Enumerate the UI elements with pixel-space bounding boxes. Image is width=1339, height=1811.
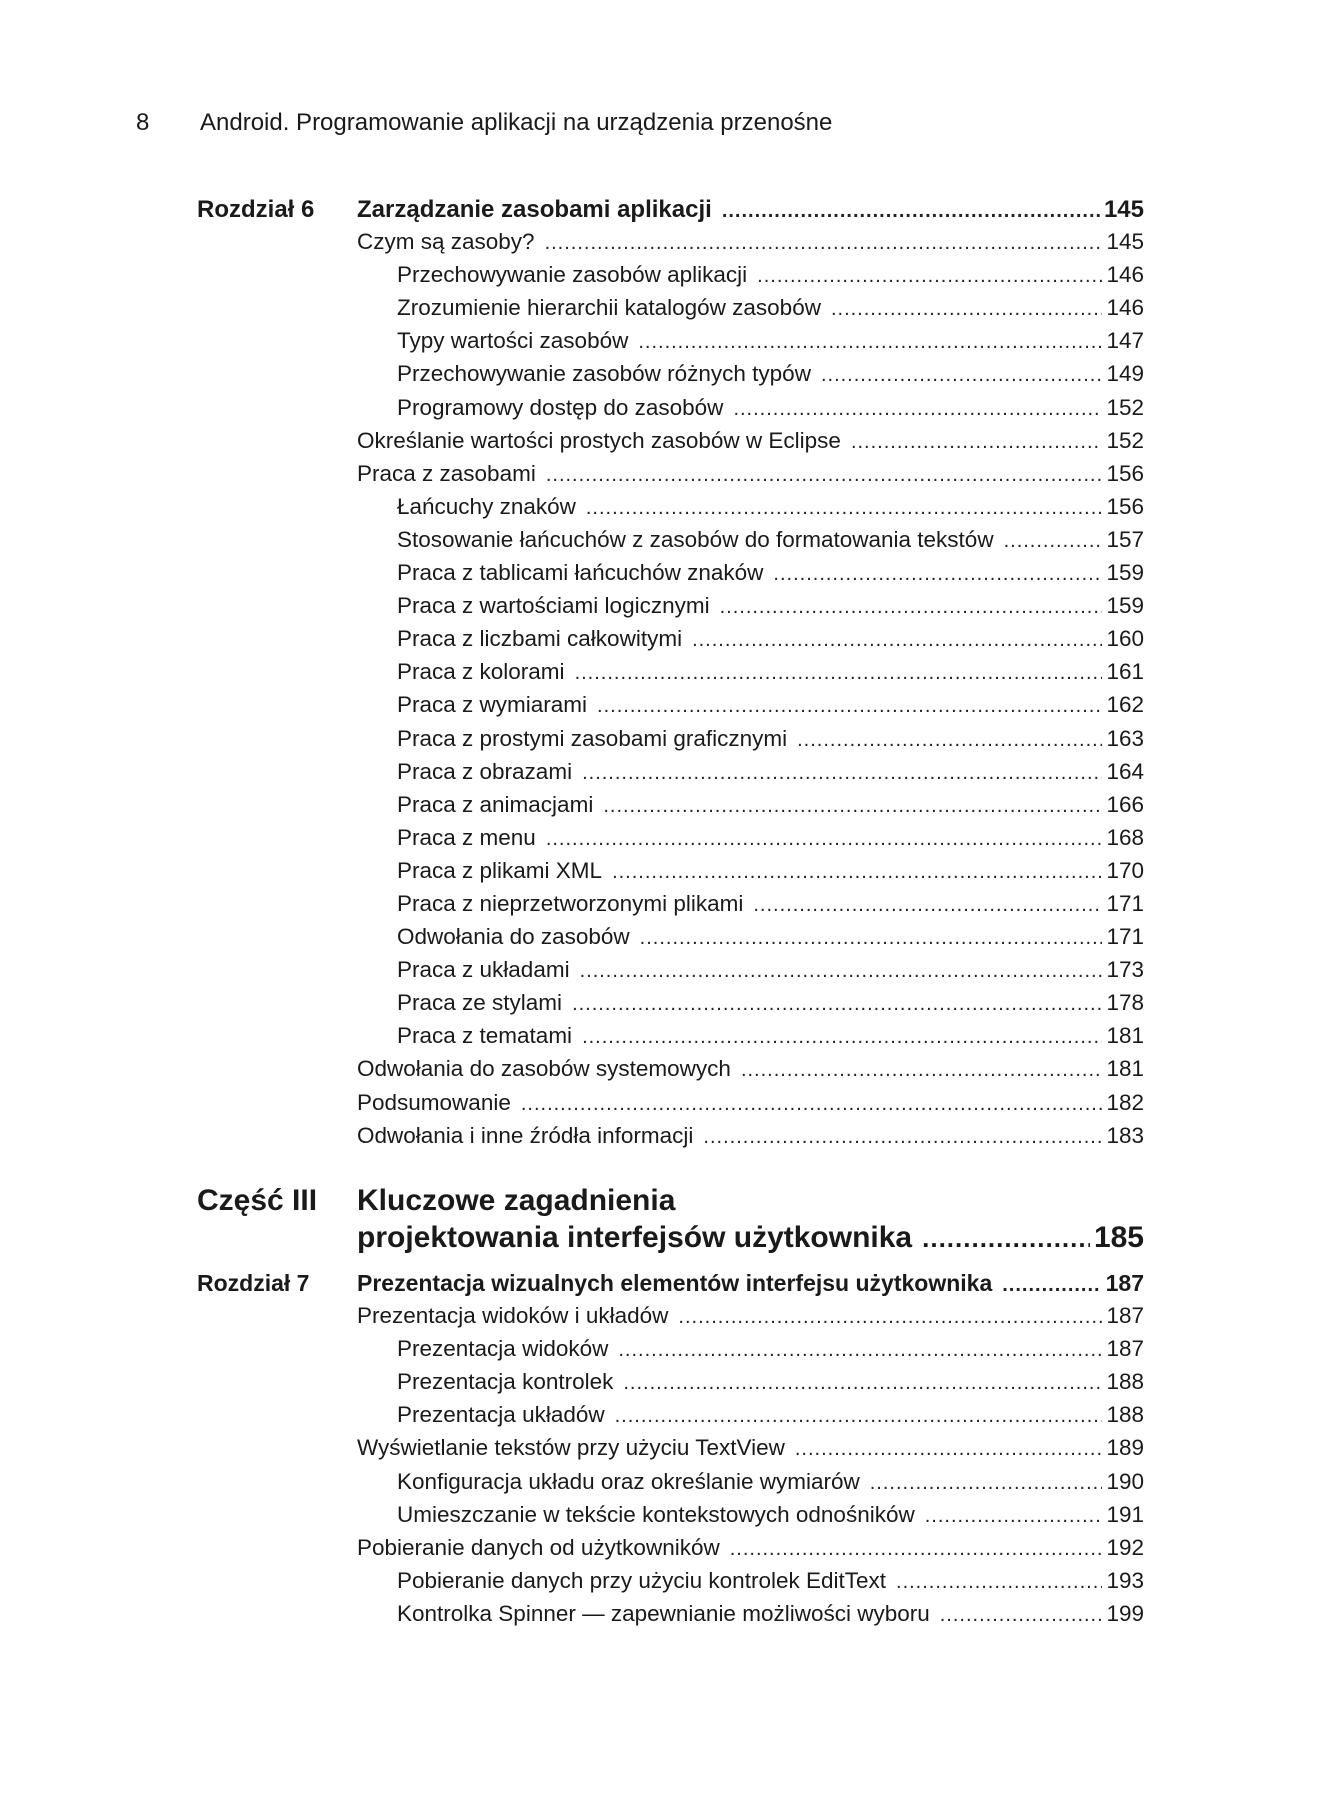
toc-entry bbox=[197, 825, 1144, 858]
dot-leader bbox=[940, 1604, 1103, 1627]
toc-entry bbox=[197, 395, 1144, 428]
dot-leader bbox=[922, 1223, 1090, 1254]
toc-entry-title: Określanie wartości prostych zasobów w Eclipse bbox=[357, 427, 841, 453]
chapter-6-section bbox=[197, 196, 1144, 1156]
toc-entry-page: 145 bbox=[1106, 229, 1144, 255]
toc-entry bbox=[197, 726, 1144, 759]
dot-leader bbox=[703, 1126, 1102, 1149]
running-header bbox=[136, 106, 832, 140]
dot-leader bbox=[582, 762, 1102, 785]
dot-leader bbox=[730, 1538, 1103, 1561]
dot-leader bbox=[1004, 530, 1103, 553]
toc-entry-page: 163 bbox=[1106, 725, 1144, 751]
dot-leader bbox=[615, 1405, 1103, 1428]
toc-entry bbox=[197, 1402, 1144, 1435]
toc-entry-title: Praca z liczbami całkowitymi bbox=[397, 626, 683, 652]
toc-entry-page: 181 bbox=[1106, 1023, 1144, 1049]
toc-entry-page: 199 bbox=[1106, 1600, 1144, 1626]
toc-entry-title: Pobieranie danych przy użyciu kontrolek EditText bbox=[397, 1567, 887, 1593]
toc-entry bbox=[197, 891, 1144, 924]
dot-leader bbox=[582, 1026, 1102, 1049]
dot-leader bbox=[733, 398, 1102, 421]
toc-entry bbox=[197, 759, 1144, 792]
page-number: 8 bbox=[136, 109, 150, 136]
toc-entry-page: 152 bbox=[1106, 394, 1144, 420]
toc-entry-page: 156 bbox=[1106, 460, 1144, 486]
toc-entry-title: Praca z obrazami bbox=[397, 758, 573, 784]
toc-entry-title: Konfiguracja układu oraz określanie wymiarów bbox=[397, 1468, 860, 1494]
toc-entry bbox=[197, 1123, 1144, 1156]
toc-entry-page: 146 bbox=[1106, 295, 1144, 321]
dot-leader bbox=[925, 1505, 1103, 1528]
toc-entry-page: 168 bbox=[1106, 824, 1144, 850]
toc-entry-page: 146 bbox=[1106, 262, 1144, 288]
toc-entry-page: 162 bbox=[1106, 692, 1144, 718]
chapter-label: Rozdział 6 bbox=[197, 196, 315, 223]
part-title-line2: projektowania interfejsów użytkownika bbox=[357, 1221, 913, 1254]
dot-leader bbox=[757, 265, 1102, 288]
toc-entry bbox=[197, 1435, 1144, 1468]
toc-entry bbox=[197, 328, 1144, 361]
chapter-page: 187 bbox=[1105, 1270, 1144, 1296]
toc-entry bbox=[197, 461, 1144, 494]
toc-entry-title: Prezentacja widoków bbox=[397, 1336, 609, 1362]
toc-entry-page: 182 bbox=[1106, 1089, 1144, 1115]
toc-entry bbox=[197, 1568, 1144, 1601]
toc-entry-page: 166 bbox=[1106, 791, 1144, 817]
toc-entry-page: 159 bbox=[1106, 560, 1144, 586]
toc-entry-page: 171 bbox=[1106, 890, 1144, 916]
toc-entry bbox=[197, 262, 1144, 295]
toc-entry-title: Czym są zasoby? bbox=[357, 229, 535, 255]
toc-entry-page: 160 bbox=[1106, 626, 1144, 652]
dot-leader bbox=[575, 662, 1103, 685]
toc-entry-title: Praca z układami bbox=[397, 957, 570, 983]
toc-entry bbox=[197, 593, 1144, 626]
toc-entry bbox=[197, 1601, 1144, 1634]
toc-entry-title: Praca z nieprzetworzonymi plikami bbox=[397, 890, 744, 916]
dot-leader bbox=[546, 828, 1103, 851]
toc-entry-title: Praca z kolorami bbox=[397, 659, 565, 685]
toc-entry bbox=[197, 792, 1144, 825]
toc-entry-page: 183 bbox=[1106, 1122, 1144, 1148]
dot-leader bbox=[741, 1059, 1103, 1082]
dot-leader bbox=[640, 927, 1103, 950]
chapter-label: Rozdział 7 bbox=[197, 1270, 310, 1296]
toc-entry-title: Praca z menu bbox=[397, 824, 536, 850]
toc-entry-title: Praca z tematami bbox=[397, 1023, 573, 1049]
dot-leader bbox=[546, 464, 1103, 487]
toc-entry-page: 188 bbox=[1106, 1402, 1144, 1428]
dot-leader bbox=[603, 795, 1102, 818]
toc-entry bbox=[197, 560, 1144, 593]
toc-entry-title: Prezentacja widoków i układów bbox=[357, 1303, 669, 1329]
toc-entry-title: Praca z wartościami logicznymi bbox=[397, 593, 710, 619]
toc-entry-page: 173 bbox=[1106, 957, 1144, 983]
toc-entry-title: Praca ze stylami bbox=[397, 990, 563, 1016]
chapter-page: 145 bbox=[1103, 196, 1144, 223]
toc-entry-title: Praca z tablicami łańcuchów znaków bbox=[397, 560, 764, 586]
toc-entry-title: Kontrolka Spinner — zapewnianie możliwości wyboru bbox=[397, 1600, 930, 1626]
toc-entry-page: 187 bbox=[1106, 1303, 1144, 1329]
toc-entry bbox=[197, 990, 1144, 1023]
toc-entry-page: 189 bbox=[1106, 1435, 1144, 1461]
dot-leader bbox=[831, 298, 1103, 321]
toc-entry-page: 159 bbox=[1106, 593, 1144, 619]
toc-entry bbox=[197, 1502, 1144, 1535]
toc-entry bbox=[197, 1369, 1144, 1402]
dot-leader bbox=[1002, 1274, 1101, 1297]
toc-entry-page: 164 bbox=[1106, 758, 1144, 784]
toc-entry-title: Odwołania do zasobów systemowych bbox=[357, 1056, 731, 1082]
toc-entry bbox=[197, 1023, 1144, 1056]
toc-entry-page: 171 bbox=[1106, 924, 1144, 950]
toc-entry-page: 190 bbox=[1106, 1468, 1144, 1494]
dot-leader bbox=[851, 431, 1103, 454]
toc-entry-title: Zrozumienie hierarchii katalogów zasobów bbox=[397, 295, 821, 321]
dot-leader bbox=[545, 232, 1103, 255]
toc-entry-title: Praca z prostymi zasobami graficznymi bbox=[397, 725, 788, 751]
dot-leader bbox=[753, 894, 1102, 917]
toc-entry-page: 170 bbox=[1106, 857, 1144, 883]
chapter-heading bbox=[197, 1270, 1144, 1303]
toc-entry-page: 188 bbox=[1106, 1369, 1144, 1395]
toc-entry-page: 147 bbox=[1106, 328, 1144, 354]
part-label: Część III bbox=[197, 1184, 318, 1217]
chapter-7-section bbox=[197, 1270, 1144, 1634]
toc-entry-title: Odwołania do zasobów bbox=[397, 924, 630, 950]
toc-entry-title: Przechowywanie zasobów aplikacji bbox=[397, 262, 748, 288]
toc-list bbox=[197, 229, 1144, 1156]
toc-entry-page: 192 bbox=[1106, 1534, 1144, 1560]
dot-leader bbox=[797, 729, 1102, 752]
toc-entry-title: Praca z animacjami bbox=[397, 791, 594, 817]
part-page: 185 bbox=[1093, 1221, 1144, 1254]
dot-leader bbox=[870, 1472, 1103, 1495]
toc-entry bbox=[197, 659, 1144, 692]
toc-entry-page: 193 bbox=[1106, 1567, 1144, 1593]
dot-leader bbox=[572, 993, 1102, 1016]
chapter-title: Zarządzanie zasobami aplikacji bbox=[357, 196, 712, 223]
toc-entry bbox=[197, 494, 1144, 527]
toc-entry bbox=[197, 1090, 1144, 1123]
dot-leader bbox=[586, 497, 1103, 520]
toc-entry bbox=[197, 626, 1144, 659]
toc-entry bbox=[197, 692, 1144, 725]
toc-entry-page: 187 bbox=[1106, 1336, 1144, 1362]
toc-entry bbox=[197, 957, 1144, 990]
toc-entry-title: Stosowanie łańcuchów z zasobów do formatowania tekstów bbox=[397, 526, 994, 552]
toc-entry bbox=[197, 1056, 1144, 1089]
dot-leader bbox=[773, 563, 1102, 586]
toc-entry bbox=[197, 361, 1144, 394]
toc-entry bbox=[197, 428, 1144, 461]
toc-entry bbox=[197, 1535, 1144, 1568]
toc-entry bbox=[197, 229, 1144, 262]
dot-leader bbox=[821, 364, 1103, 387]
toc-entry-title: Wyświetlanie tekstów przy użyciu TextView bbox=[357, 1435, 785, 1461]
dot-leader bbox=[896, 1571, 1102, 1594]
toc-entry bbox=[197, 924, 1144, 957]
dot-leader bbox=[612, 861, 1102, 884]
dot-leader bbox=[521, 1093, 1103, 1116]
toc-entry bbox=[197, 1469, 1144, 1502]
dot-leader bbox=[638, 331, 1102, 354]
toc-entry bbox=[197, 527, 1144, 560]
toc-entry-title: Umieszczanie w tekście kontekstowych odnośników bbox=[397, 1501, 915, 1527]
toc-entry-title: Łańcuchy znaków bbox=[397, 493, 576, 519]
toc-entry-title: Praca z plikami XML bbox=[397, 857, 603, 883]
toc-entry-title: Pobieranie danych od użytkowników bbox=[357, 1534, 720, 1560]
part-3-heading bbox=[197, 1184, 1144, 1258]
toc-entry-page: 157 bbox=[1106, 526, 1144, 552]
toc-entry bbox=[197, 858, 1144, 891]
book-title: Android. Programowanie aplikacji na urządzenia przenośne bbox=[200, 109, 833, 136]
toc-entry-title: Odwołania i inne źródła informacji bbox=[357, 1122, 694, 1148]
toc-entry-page: 156 bbox=[1106, 493, 1144, 519]
dot-leader bbox=[618, 1339, 1102, 1362]
dot-leader bbox=[580, 960, 1103, 983]
toc-entry-title: Praca z zasobami bbox=[357, 460, 536, 486]
toc-entry bbox=[197, 295, 1144, 328]
toc-entry-title: Podsumowanie bbox=[357, 1089, 511, 1115]
toc-entry-title: Praca z wymiarami bbox=[397, 692, 588, 718]
toc-entry-title: Przechowywanie zasobów różnych typów bbox=[397, 361, 811, 387]
chapter-title: Prezentacja wizualnych elementów interfejsu użytkownika bbox=[357, 1270, 993, 1296]
toc-entry-page: 149 bbox=[1106, 361, 1144, 387]
dot-leader bbox=[692, 629, 1102, 652]
dot-leader bbox=[795, 1438, 1103, 1461]
toc-entry bbox=[197, 1303, 1144, 1336]
toc-entry-title: Programowy dostęp do zasobów bbox=[397, 394, 724, 420]
toc-entry-page: 191 bbox=[1106, 1501, 1144, 1527]
toc-entry-title: Typy wartości zasobów bbox=[397, 328, 629, 354]
dot-leader bbox=[720, 596, 1103, 619]
toc-entry bbox=[197, 1336, 1144, 1369]
dot-leader bbox=[678, 1306, 1102, 1329]
toc-list bbox=[197, 1303, 1144, 1634]
dot-leader bbox=[597, 695, 1102, 718]
toc-entry-title: Prezentacja układów bbox=[397, 1402, 605, 1428]
dot-leader bbox=[722, 200, 1100, 223]
toc-entry-page: 161 bbox=[1106, 659, 1144, 685]
toc-entry-page: 178 bbox=[1106, 990, 1144, 1016]
part-title-line1: Kluczowe zagadnienia bbox=[357, 1184, 676, 1217]
chapter-heading bbox=[197, 196, 1144, 229]
toc-entry-page: 181 bbox=[1106, 1056, 1144, 1082]
dot-leader bbox=[623, 1372, 1102, 1395]
toc-entry-page: 152 bbox=[1106, 427, 1144, 453]
toc-entry-title: Prezentacja kontrolek bbox=[397, 1369, 614, 1395]
